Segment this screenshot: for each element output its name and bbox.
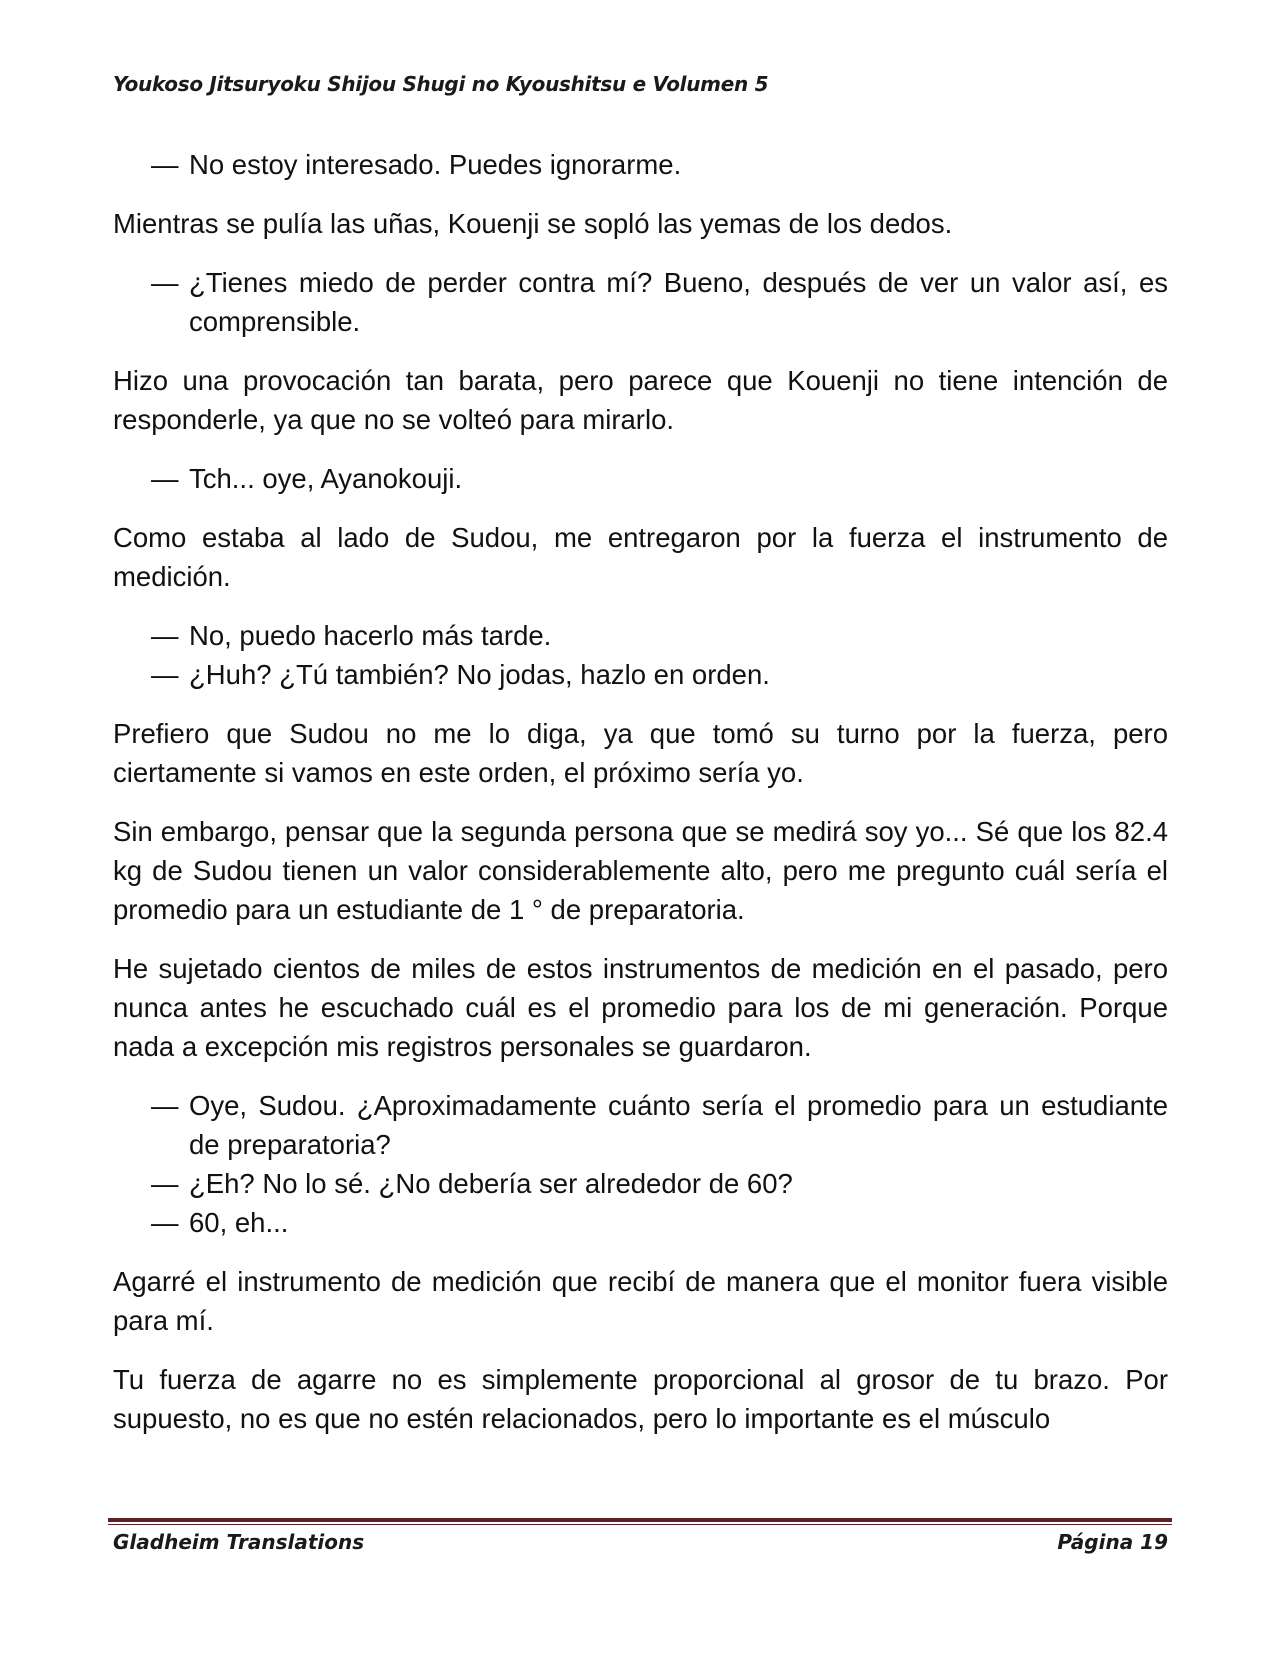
dialog-group	[113, 1086, 1168, 1242]
page-body	[113, 145, 1168, 1458]
dialogue-line	[151, 459, 1168, 498]
dialogue-dash: —	[151, 1207, 179, 1238]
dialogue-text: No, puedo hacerlo más tarde.	[189, 620, 552, 651]
dialogue-dash: —	[151, 463, 179, 494]
paragraph: Hizo una provocación tan barata, pero parece que Kouenji no tiene intención de responderle, ya que no se volteó para mirarlo.	[113, 365, 1168, 435]
dialogue-dash: —	[151, 1168, 179, 1199]
footer-rule-thick	[108, 1518, 1172, 1522]
dialogue-line	[151, 655, 1168, 694]
paragraph: Prefiero que Sudou no me lo diga, ya que tomó su turno por la fuerza, pero ciertamente si vamos en este orden, el próximo sería yo.	[113, 718, 1168, 788]
dialog-group	[113, 145, 1168, 184]
running-header: Youkoso Jitsuryoku Shijou Shugi no Kyoushitsu e Volumen 5	[113, 72, 769, 96]
dialogue-line	[151, 145, 1168, 184]
dialogue-line	[151, 263, 1168, 341]
dialogue-dash: —	[151, 149, 179, 180]
footer-rule-thin	[108, 1524, 1172, 1525]
dialogue-dash: —	[151, 1090, 179, 1121]
paragraph: Agarré el instrumento de medición que recibí de manera que el monitor fuera visible para mí.	[113, 1266, 1168, 1336]
dialogue-text: No estoy interesado. Puedes ignorarme.	[189, 149, 682, 180]
dialog-group	[113, 616, 1168, 694]
paragraph: Sin embargo, pensar que la segunda persona que se medirá soy yo... Sé que los 82.4 kg de Sudou tienen un valor considerablemente alto, pero me pregunto cuál sería el promedio para un estudiante de 1 ° de preparatoria.	[113, 816, 1168, 925]
dialogue-text: Oye, Sudou. ¿Aproximadamente cuánto sería el promedio para un estudiante de preparatoria?	[189, 1090, 1168, 1160]
dialogue-text: ¿Huh? ¿Tú también? No jodas, hazlo en orden.	[189, 659, 770, 690]
paragraph: Mientras se pulía las uñas, Kouenji se sopló las yemas de los dedos.	[113, 208, 953, 239]
dialogue-dash: —	[151, 620, 179, 651]
dialog-group	[113, 459, 1168, 498]
dialogue-line	[151, 1164, 1168, 1203]
footer-credit: Gladheim Translations	[113, 1530, 365, 1554]
dialogue-line	[151, 616, 1168, 655]
dialogue-dash: —	[151, 659, 179, 690]
dialogue-text: 60, eh...	[189, 1207, 289, 1238]
dialogue-text: ¿Tienes miedo de perder contra mí? Bueno, después de ver un valor así, es comprensible.	[189, 267, 1168, 337]
dialog-group	[113, 263, 1168, 341]
dialogue-line	[151, 1086, 1168, 1164]
dialogue-text: Tch... oye, Ayanokouji.	[189, 463, 463, 494]
paragraph: Como estaba al lado de Sudou, me entregaron por la fuerza el instrumento de medición.	[113, 522, 1168, 592]
page-number: Página 19	[1057, 1530, 1168, 1554]
paragraph: Tu fuerza de agarre no es simplemente proporcional al grosor de tu brazo. Por supuesto, no es que no estén relacionados, pero lo importante es el músculo	[113, 1364, 1168, 1434]
dialogue-dash: —	[151, 267, 179, 298]
dialogue-text: ¿Eh? No lo sé. ¿No debería ser alrededor de 60?	[189, 1168, 793, 1199]
paragraph: He sujetado cientos de miles de estos instrumentos de medición en el pasado, pero nunca antes he escuchado cuál es el promedio para los de mi generación. Porque nada a excepción mis registros personales se guardaron.	[113, 953, 1168, 1062]
dialogue-line	[151, 1203, 1168, 1242]
